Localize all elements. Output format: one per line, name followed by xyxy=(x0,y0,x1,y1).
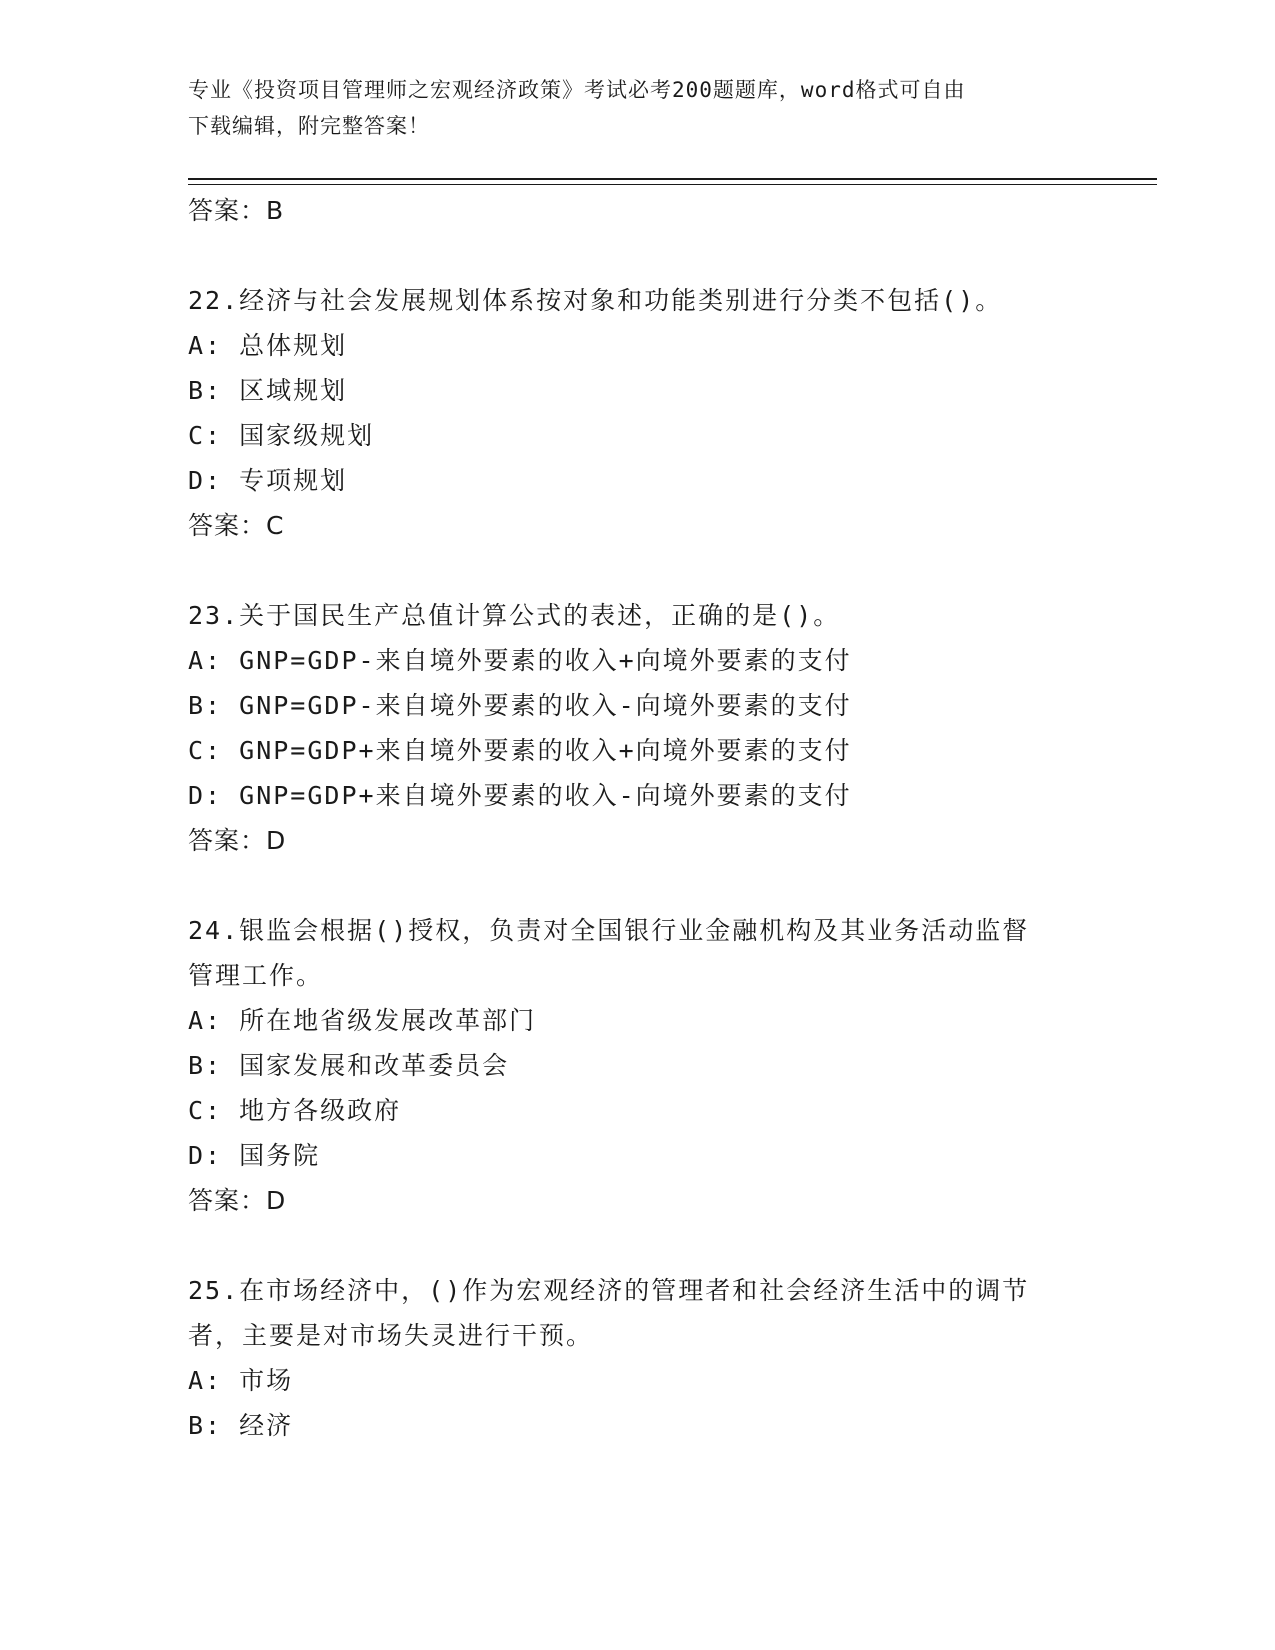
option-c: C: 国家级规划 xyxy=(188,421,375,450)
header-line-1: 专业《投资项目管理师之宏观经济政策》考试必考200题题库，word格式可自由 xyxy=(188,78,966,102)
question-stem-continued: 管理工作。 xyxy=(188,961,324,990)
question-stem: 22.经济与社会发展规划体系按对象和功能类别进行分类不包括()。 xyxy=(188,286,1003,315)
spacer xyxy=(188,863,1088,908)
document-header xyxy=(188,72,1088,144)
question-25 xyxy=(188,1268,1088,1448)
question-answer: 答案：D xyxy=(188,1186,287,1215)
header-line-2: 下载编辑，附完整答案！ xyxy=(188,114,430,138)
question-stem: 23.关于国民生产总值计算公式的表述，正确的是()。 xyxy=(188,601,841,630)
option-d: D: 专项规划 xyxy=(188,466,348,495)
spacer xyxy=(188,233,1088,278)
question-stem: 25.在市场经济中，()作为宏观经济的管理者和社会经济生活中的调节 xyxy=(188,1276,1030,1305)
question-stem-continued: 者，主要是对市场失灵进行干预。 xyxy=(188,1321,594,1350)
option-a: A: GNP=GDP-来自境外要素的收入+向境外要素的支付 xyxy=(188,646,852,675)
question-stem: 24.银监会根据()授权，负责对全国银行业金融机构及其业务活动监督 xyxy=(188,916,1030,945)
option-b: B: 经济 xyxy=(188,1411,294,1440)
header-divider-thick xyxy=(188,178,1157,180)
question-24 xyxy=(188,908,1088,1223)
question-list xyxy=(188,188,1088,1448)
spacer xyxy=(188,548,1088,593)
question-22 xyxy=(188,278,1088,548)
option-d: D: GNP=GDP+来自境外要素的收入-向境外要素的支付 xyxy=(188,781,852,810)
option-b: B: GNP=GDP-来自境外要素的收入-向境外要素的支付 xyxy=(188,691,852,720)
option-b: B: 国家发展和改革委员会 xyxy=(188,1051,510,1080)
option-b: B: 区域规划 xyxy=(188,376,348,405)
previous-answer: 答案：B xyxy=(188,196,285,225)
header-divider-thin xyxy=(188,184,1157,185)
option-c: C: GNP=GDP+来自境外要素的收入+向境外要素的支付 xyxy=(188,736,852,765)
question-23 xyxy=(188,593,1088,863)
option-a: A: 总体规划 xyxy=(188,331,348,360)
option-d: D: 国务院 xyxy=(188,1141,321,1170)
option-c: C: 地方各级政府 xyxy=(188,1096,402,1125)
option-a: A: 所在地省级发展改革部门 xyxy=(188,1006,537,1035)
option-a: A: 市场 xyxy=(188,1366,294,1395)
question-answer: 答案：C xyxy=(188,511,285,540)
question-answer: 答案：D xyxy=(188,826,287,855)
spacer xyxy=(188,1223,1088,1268)
